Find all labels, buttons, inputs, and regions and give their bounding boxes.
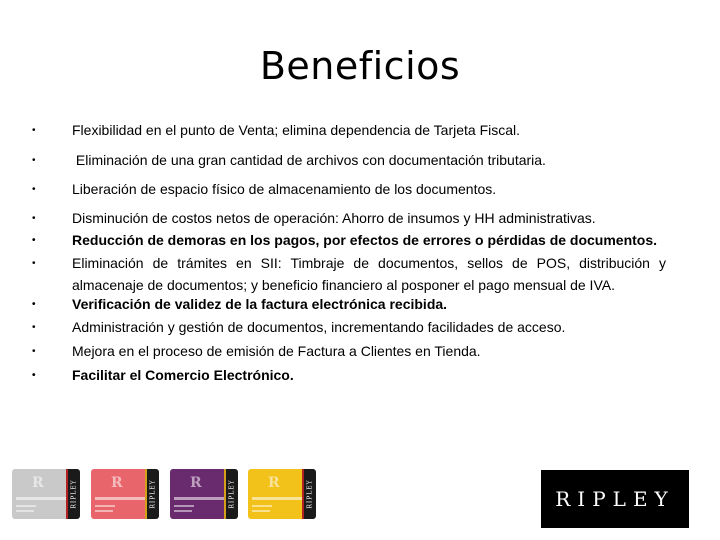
card-brand-text: RIPLEY [228,479,236,509]
bullet-text: Administración y gestión de documentos, incrementando facilidades de acceso. [72,319,566,335]
bullet-text: Eliminación de trámites en SII: Timbraje de documentos, sellos de POS, distribución y almacenaje de documentos; y beneficio financiero al posponer el pago mensual de IVA. [72,255,666,293]
bullet-item [32,253,666,296]
bullet-text: Mejora en el proceso de emisión de Factura a Clientes en Tienda. [72,343,481,359]
card-detail-strip [252,510,270,512]
card-logo-mark: R [268,475,280,491]
slide-title: Beneficios [259,44,461,88]
bullet-text: Facilitar el Comercio Electrónico. [72,367,294,383]
bullet-text: Verificación de validez de la factura electrónica recibida. [72,296,448,312]
bullet-text: Reducción de demoras en los pagos, por efectos de errores o pérdidas de documentos. [72,232,658,248]
bullet-icon: • [32,125,36,136]
bullet-text: Eliminación de una gran cantidad de archivos con documentación tributaria. [72,152,546,168]
card-brand-text: RIPLEY [70,479,78,509]
bullet-icon: • [32,346,36,357]
bullet-item [32,208,666,230]
card-brand-band [147,469,159,519]
bullet-item [32,341,666,363]
card-detail-strip [252,505,272,507]
card-number-strip [252,497,302,500]
card-logo-mark: R [111,475,123,491]
card-detail-strip [174,510,192,512]
bullet-item [32,317,666,339]
bullet-item [32,150,666,172]
card-logo-mark: R [190,475,202,491]
ripley-logo: RIPLEY [541,470,689,528]
bullet-icon: • [32,258,36,269]
card-brand-band [68,469,80,519]
card-detail-strip [95,505,115,507]
bullet-icon: • [32,299,36,310]
bullet-icon: • [32,213,36,224]
card-brand-text: RIPLEY [306,479,314,509]
bullet-item [32,179,666,201]
card-number-strip [16,497,66,500]
bullet-item [32,294,666,316]
bullet-icon: • [32,235,36,246]
card-brand-band [226,469,238,519]
card-logo-mark: R [32,475,44,491]
credit-card-image [170,469,238,519]
bullet-text: Liberación de espacio físico de almacenamiento de los documentos. [72,181,497,197]
bullet-text: Flexibilidad en el punto de Venta; elimina dependencia de Tarjeta Fiscal. [72,122,521,138]
bullet-text: Disminución de costos netos de operación: Ahorro de insumos y HH administrativas. [72,210,596,226]
credit-card-image [12,469,80,519]
bullet-icon: • [32,322,36,333]
bullet-item [32,120,666,142]
card-brand-band [304,469,316,519]
bullet-icon: • [32,155,36,166]
bullet-item [32,365,666,387]
card-detail-strip [95,510,113,512]
bullet-icon: • [32,184,36,195]
card-detail-strip [16,505,36,507]
card-number-strip [174,497,224,500]
bullet-item [32,230,666,252]
card-number-strip [95,497,145,500]
credit-card-image [248,469,316,519]
card-brand-text: RIPLEY [149,479,157,509]
bullet-icon: • [32,370,36,381]
credit-card-image [91,469,159,519]
card-detail-strip [174,505,194,507]
card-detail-strip [16,510,34,512]
